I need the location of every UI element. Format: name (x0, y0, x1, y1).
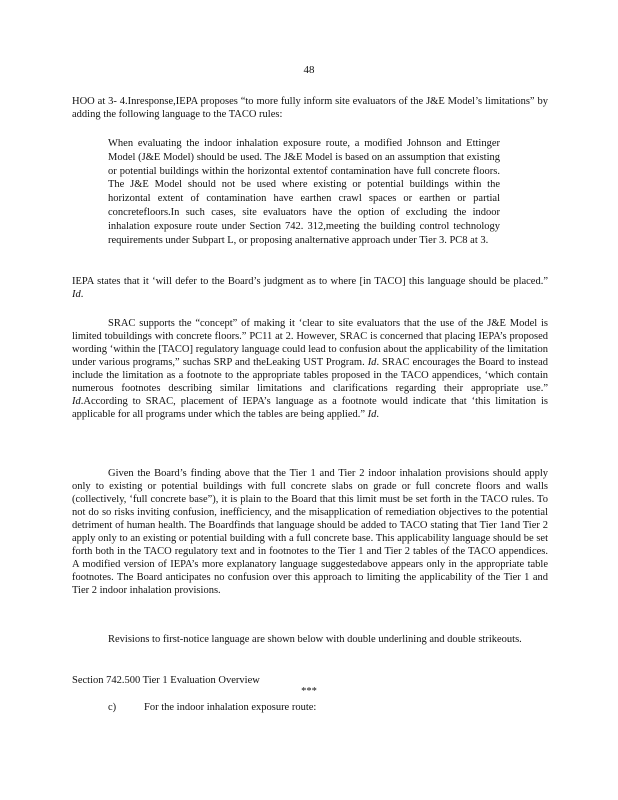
citation-id: Id (72, 289, 81, 300)
paragraph-text: IEPA states that it ‘will defer to the Board’s judgment as to where [in TACO] this language should be placed.” (72, 276, 548, 287)
paragraph-text: .According to SRAC, placement of IEPA’s language as a footnote would indicate that ‘this limitation is applicable for all programs under which the tables are being applied.” (72, 396, 548, 420)
paragraph-text: . SRAC encourages the Board to instead include the limitation as a footnote to the appropriate tables proposed in the TACO appendices, ‘which contain numerous footnotes describing similar limitations and clarifications regarding their appropriate use.” (72, 357, 548, 394)
paragraph-iepa-states: IEPA states that it ‘will defer to the Board’s judgment as to where [in TACO] this language should be placed.” Id. (72, 276, 548, 300)
citation-id: Id (367, 409, 377, 420)
omission-stars: *** (301, 686, 317, 697)
subsection-text: For the indoor inhalation exposure route: (144, 702, 317, 713)
block-quote: When evaluating the indoor inhalation exposure route, a modified Johnson and Ettinger Model (J&E Model) should be used. The J&E Model is based on an assumption that existing or potential buildings within the horizontal extentof contamination have full concrete floors. The J&E Model should not be used where existing or potential buildings within the horizontal extent of contamination have earthen crawl spaces or earthen or partial concretefloors.In such cases, site evaluators have the option of excluding the indoor inhalation exposure route under Section 742. 312,meeting the building control technology requirements under Subpart L, or proposing analternative approach under Tier 3. PC8 at 3. (108, 138, 500, 246)
section-heading: Section 742.500 Tier 1 Evaluation Overview (72, 675, 260, 686)
paragraph-board-finding: Given the Board’s finding above that the Tier 1 and Tier 2 indoor inhalation provisions should apply only to existing or potential buildings with full concrete slabs on grade or full concrete floors and walls (collectively, ‘full concrete base”), it is plain to the Board that this limit must be set forth in the TACO rules. To not do so risks inviting confusion, inefficiency, and the misapplication of remediation objectives to the potential detriment of human health. The Boardfinds that language should be added to TACO stating that Tier 1and Tier 2 apply only to an existing or potential building with a full concrete base. This applicability language should be set forth both in the TACO regulatory text and in footnotes to the Tier 1 and Tier 2 tables of the TACO appendices. A modified version of IEPA’s more explanatory language suggestedabove appears only in the appropriate table footnotes. The Board anticipates no confusion over this approach to limiting the applicability of the Tier 1 and Tier 2 indoor inhalation provisions. (72, 468, 548, 596)
subsection-item (108, 701, 316, 714)
citation-id: Id (72, 396, 81, 407)
subsection-label: c) (108, 702, 117, 713)
page-number: 48 (303, 64, 315, 76)
paragraph-text: SRAC supports the “concept” of making it ‘clear to site evaluators that the use of the J&E Model is limited tobuildings with concrete floors.” PC11 at 2. However, SRAC is concerned that placing IEPA’s proposed wording ‘within the [TACO] regulatory language could lead to confusion about the applicability of the limitation under various programs,” suchas SRP and theLeaking UST Program. (72, 318, 548, 368)
paragraph-revisions: Revisions to first-notice language are shown below with double underlining and double strikeouts. (108, 634, 522, 645)
paragraph-srac (72, 317, 548, 421)
citation-id: Id (367, 357, 377, 368)
paragraph-intro: HOO at 3- 4.Inresponse,IEPA proposes “to more fully inform site evaluators of the J&E Model’s limitations” by adding the following language to the TACO rules: (72, 96, 548, 120)
paragraph-text: . (376, 409, 380, 420)
